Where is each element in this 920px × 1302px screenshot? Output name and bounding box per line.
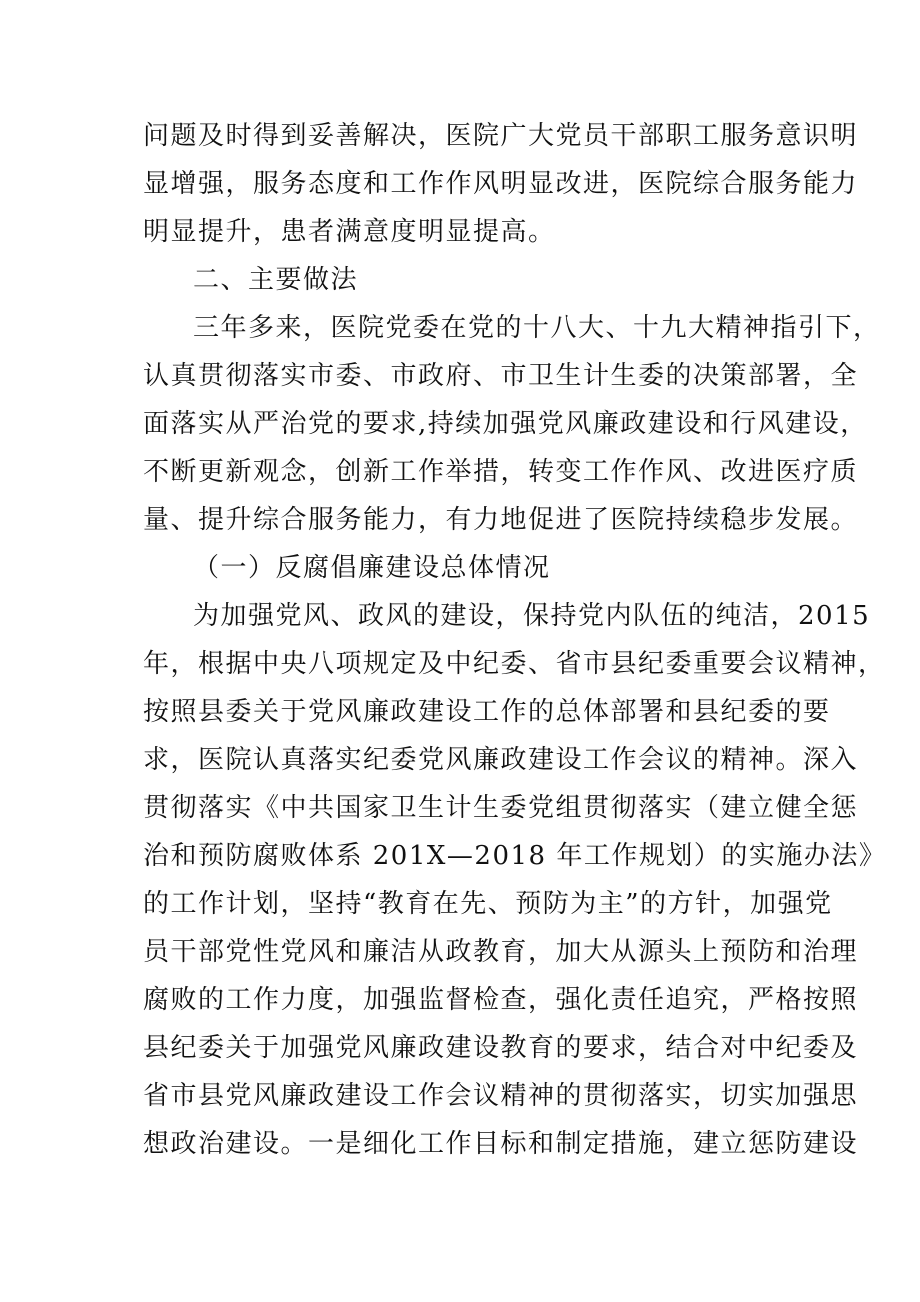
text-line: 显增强，服务态度和工作作风明显改进，医院综合服务能力 (143, 169, 859, 199)
text-line: 不断更新观念，创新工作举措，转变工作作风、改进医疗质 (143, 457, 859, 487)
text-line: 三年多来，医院党委在党的十八大、十九大精神指引下， (193, 313, 881, 343)
text-line: 明显提升，患者满意度明显提高。 (143, 217, 556, 247)
text-line: 年，根据中央八项规定及中纪委、省市县纪委重要会议精神， (143, 649, 886, 679)
text-line: 治和预防腐败体系 201X—2018 年工作规划）的实施办法》 (143, 841, 887, 871)
text-line: 量、提升综合服务能力，有力地促进了医院持续稳步发展。 (143, 505, 859, 535)
text-line: 的工作计划，坚持“教育在先、预防为主”的方针，加强党 (143, 889, 833, 919)
text-line: 贯彻落实《中共国家卫生计生委党组贯彻落实（建立健全惩 (143, 793, 859, 823)
text-line: 腐败的工作力度，加强监督检查，强化责任追究，严格按照 (143, 985, 859, 1015)
text-line: 省市县党风廉政建设工作会议精神的贯彻落实，切实加强思 (143, 1081, 859, 1111)
text-line: 问题及时得到妥善解决，医院广大党员干部职工服务意识明 (143, 121, 859, 151)
text-line: 面落实从严治党的要求,持续加强党风廉政建设和行风建设， (143, 409, 868, 439)
text-line: 为加强党风、政风的建设，保持党内队伍的纯洁，2015 (193, 601, 871, 631)
text-line: 县纪委关于加强党风廉政建设教育的要求，结合对中纪委及 (143, 1033, 859, 1063)
text-line: 按照县委关于党风廉政建设工作的总体部署和县纪委的要 (143, 697, 831, 727)
text-line: 求，医院认真落实纪委党风廉政建设工作会议的精神。深入 (143, 745, 859, 775)
text-line: 想政治建设。一是细化工作目标和制定措施，建立惩防建设 (143, 1129, 859, 1159)
subsection-heading: （一）反腐倡廉建设总体情况 (193, 553, 551, 583)
section-heading: 二、主要做法 (193, 265, 359, 295)
text-line: 认真贯彻落实市委、市政府、市卫生计生委的决策部署，全 (143, 361, 859, 391)
text-line: 员干部党性党风和廉洁从政教育，加大从源头上预防和治理 (143, 937, 859, 967)
